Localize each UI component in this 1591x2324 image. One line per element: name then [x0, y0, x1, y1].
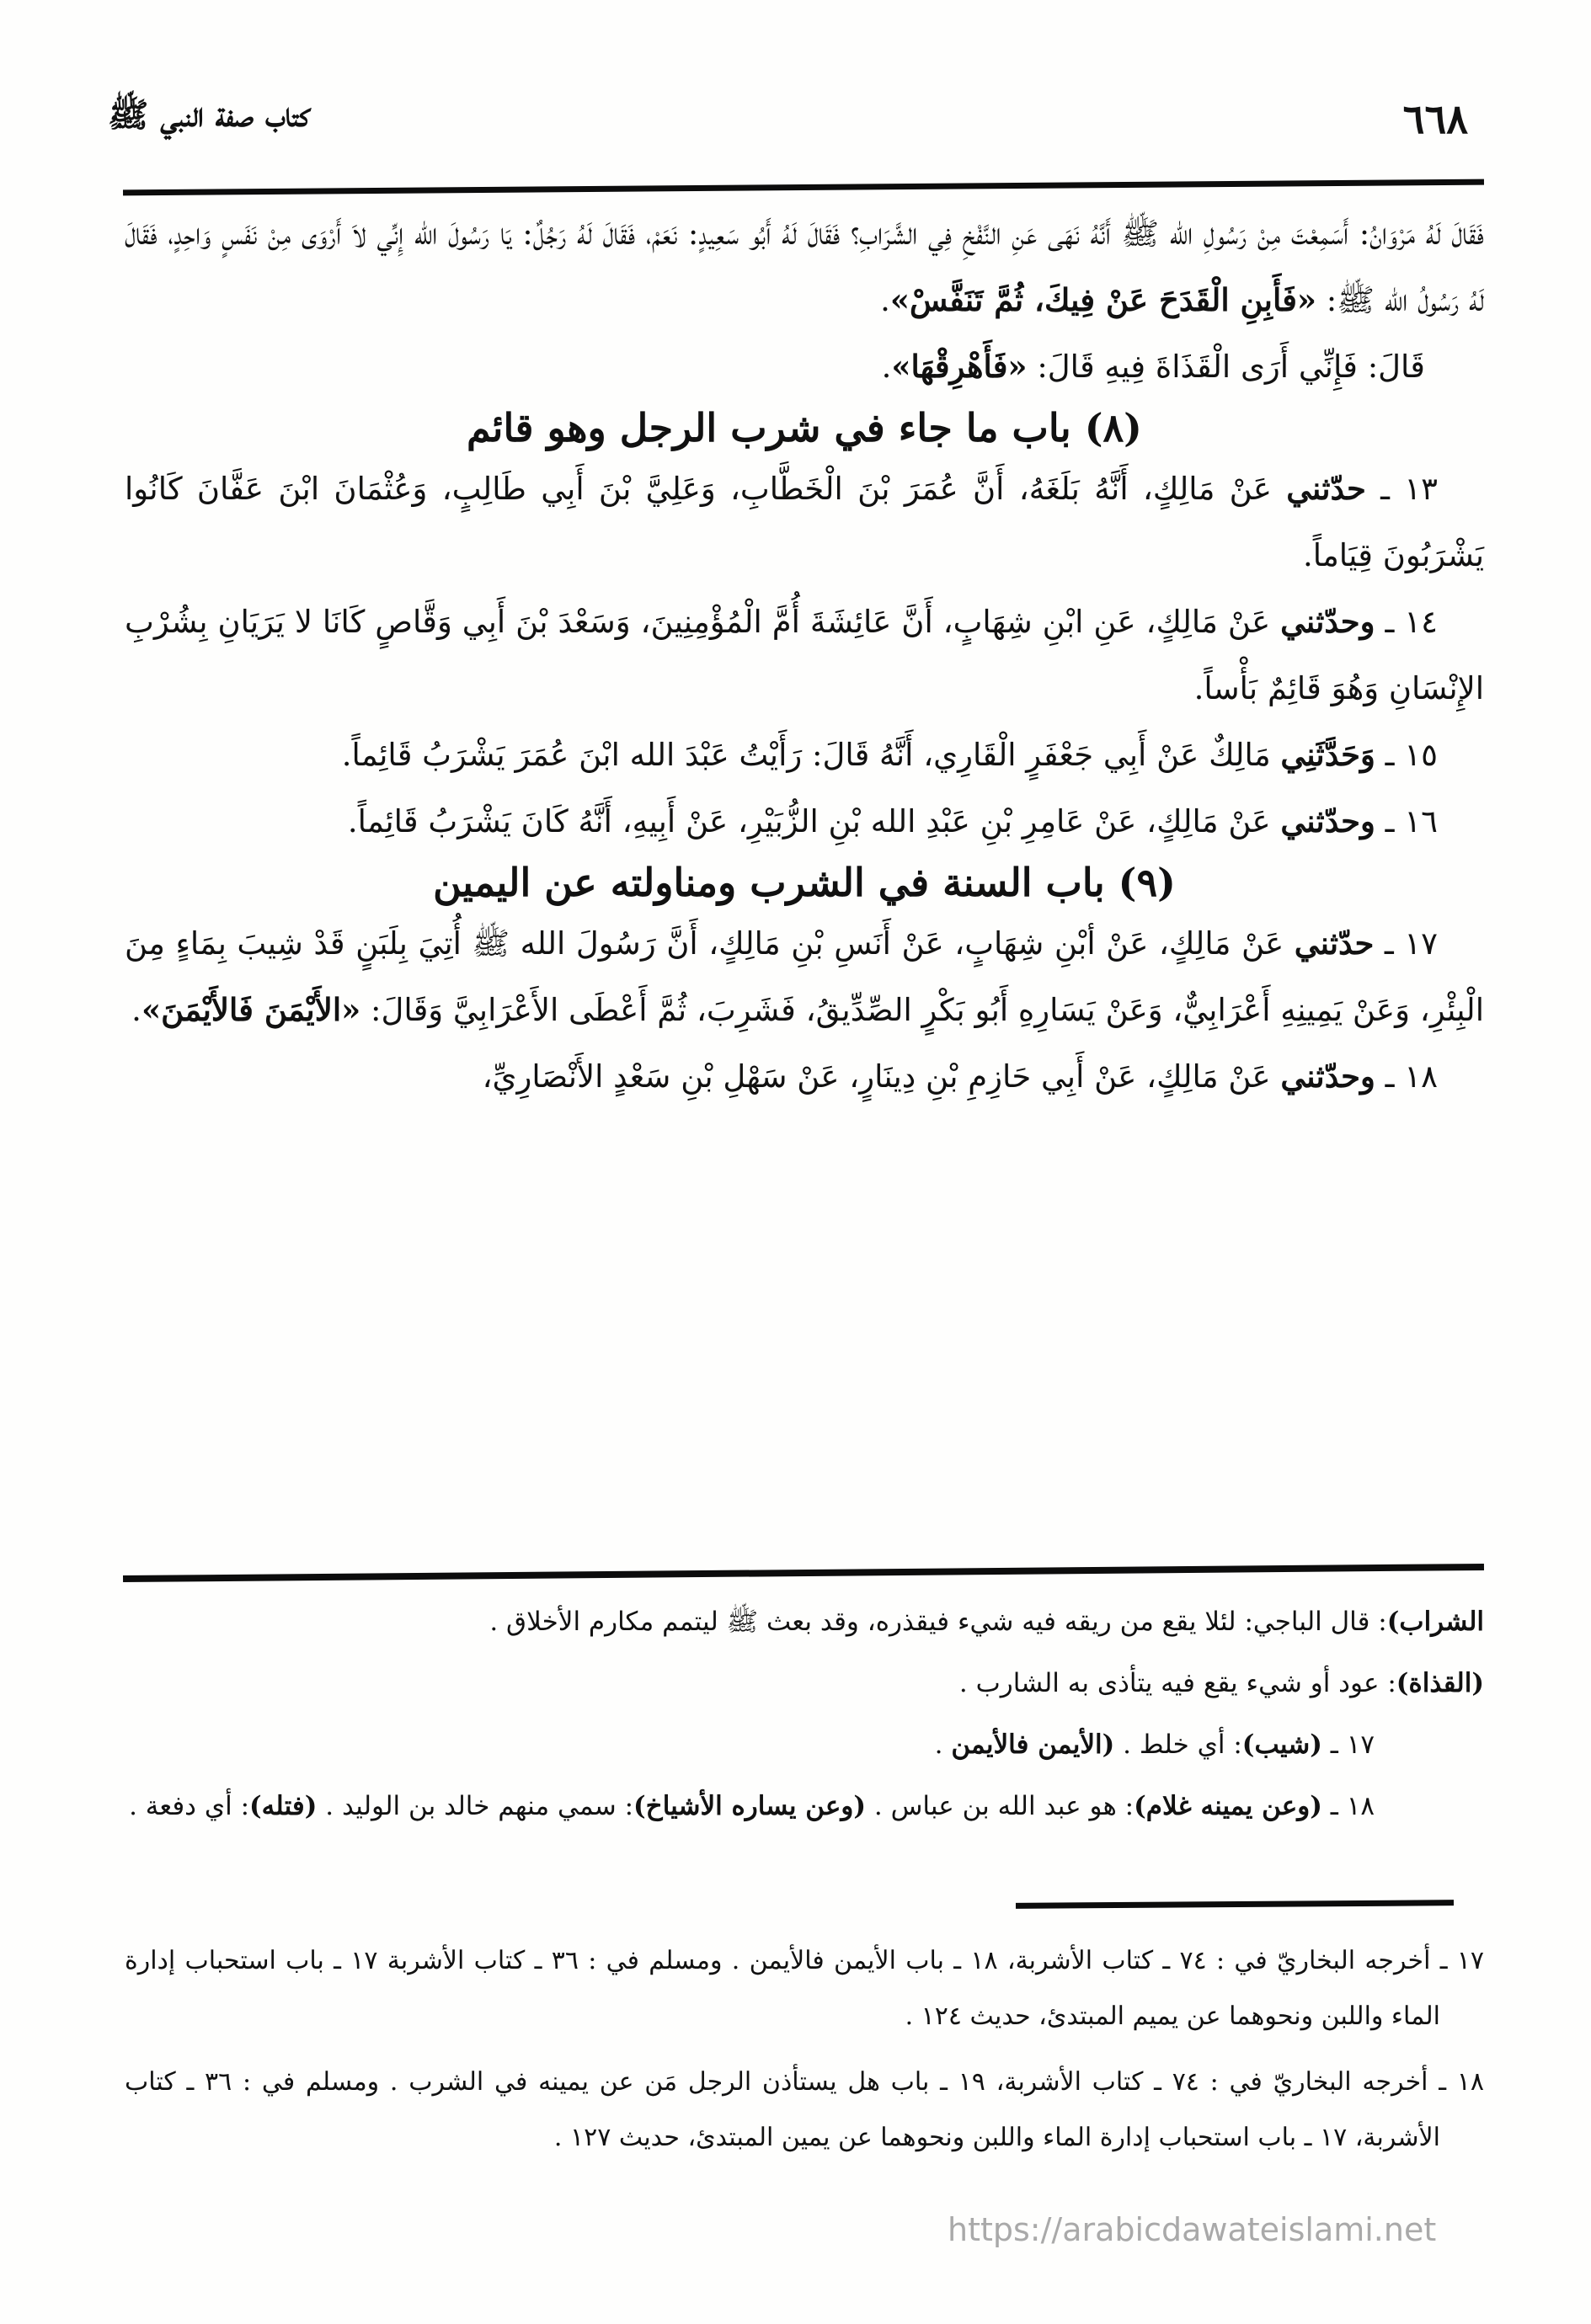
book-title: كتاب صفة النبي ﷺ	[108, 95, 310, 135]
hadith-15: ١٥ ـ وَحَدَّثَنِي مَالِكٌ عَنْ أَبِي جَعْفَرٍ الْقَارِي، أَنَّهُ قَالَ: رَأَيْتُ عَبْدَ الله ابْنَ عُمَرَ يَشْرَبُ قَائِماً.	[341, 736, 1438, 773]
hadith-13: ١٣ ـ حدّثني عَنْ مَالِكٍ، أَنَّهُ بَلَغَهُ، أَنَّ عُمَرَ بْنَ الْخَطَّابِ، وَعَلِيَّ بْنَ أَبِي طَالِبٍ، وَعُثْمَانَ ابْنَ عَفَّانَ كَانُوا يَشْرَبُونَ قِيَاماً.	[125, 470, 1484, 573]
hadith-16: ١٦ ـ وحدّثني عَنْ مَالِكٍ، عَنْ عَامِرِ بْنِ عَبْدِ الله بْنِ الزُّبَيْرِ، عَنْ أَبِيهِ، أَنَّهُ كَانَ يَشْرَبُ قَائِماً.	[347, 802, 1438, 840]
hadith-14: ١٤ ـ وحدّثني عَنْ مَالِكٍ، عَنِ ابْنِ شِهَابٍ، أَنَّ عَائِشَةَ أُمَّ الْمُؤْمِنِينَ، وَسَعْدَ بْنَ أَبِي وَقَّاصٍ كَانَا لا يَرَيَانِ بِشُرْبِ الإِنْسَانِ وَهُوَ قَائِمٌ بَأْساً.	[125, 603, 1484, 706]
footnote-divider	[123, 1564, 1484, 1582]
page-header	[108, 94, 1468, 143]
takhrij-block	[125, 1933, 1484, 2176]
footnote-sharab: الشراب): قال الباجي: لئلا يقع من ريقه فيه شيء فيقذره، وقد بعث ﷺ ليتمم مكارم الأخلاق .	[489, 1607, 1484, 1637]
footnote-18: ١٨ ـ (وعن يمينه غلام): هو عبد الله بن عباس . (وعن يساره الأشياخ): سمي منهم خالد بن الوليد . (فتله): أي دفعة .	[129, 1791, 1375, 1821]
footnote-17: ١٧ ـ (شيب): أي خلط . (الأيمن فالأيمن .	[934, 1730, 1375, 1760]
footnote-qadhah: (القذاة): عود أو شيء يقع فيه يتأذى به الشارب .	[958, 1668, 1484, 1698]
takhrij-divider	[1016, 1900, 1454, 1909]
paragraph-continuation: فَقَالَ لَهُ مَرْوَانُ: أَسَمِعْتَ مِنْ رَسُولِ الله ﷺ أَنَّهُ نَهَى عَنِ النَّفْخِ فِي الشَّرَابِ؟ فَقَالَ لَهُ أَبُو سَعِيدٍ: نَعَمْ، فَقَالَ لَهُ رَجُلٌ: يَا رَسُولَ الله إِنِّي لاَ أَرْوَى مِنْ نَفَسٍ وَاحِدٍ، فَقَالَ لَهُ رَسُولُ الله ﷺ: «فَأَبِنِ الْقَدَحَ عَنْ فِيكَ، ثُمَّ تَنَفَّسْ».	[125, 216, 1484, 318]
header-rule	[123, 179, 1484, 196]
chapter-9-heading: (٩) باب السنة في الشرب ومناولته عن اليمين	[433, 860, 1176, 905]
watermark-url: https://arabicdawateislami.net	[948, 2211, 1437, 2248]
takhrij-17: ١٧ ـ أخرجه البخاريّ في : ٧٤ ـ كتاب الأشربة، ١٨ ـ باب الأيمن فالأيمن . ومسلم في : ٣٦ ـ كتاب الأشربة ١٧ ـ باب استحباب إدارة الماء واللبن ونحوهما عن يميم المبتدئ، حديث ١٢٤ .	[125, 1946, 1484, 2031]
paragraph-qala: قَالَ: فَإِنِّي أَرَى الْقَذَاةَ فِيهِ قَالَ: «فَأَهْرِقْهَا».	[881, 348, 1425, 385]
main-text	[125, 200, 1484, 1110]
page-number: ٦٦٨	[1402, 96, 1468, 143]
chapter-8-heading: (٨) باب ما جاء في شرب الرجل وهو قائم	[467, 405, 1142, 450]
footnotes-block	[125, 1591, 1484, 1837]
takhrij-18: ١٨ ـ أخرجه البخاريّ في : ٧٤ ـ كتاب الأشربة، ١٩ ـ باب هل يستأذن الرجل مَن عن يمينه في الشرب . ومسلم في : ٣٦ ـ كتاب الأشربة، ١٧ ـ باب استحباب إدارة الماء واللبن ونحوهما عن يمين المبتدئ، حديث ١٢٧ .	[125, 2067, 1484, 2152]
hadith-18: ١٨ ـ وحدّثني عَنْ مَالِكٍ، عَنْ أَبِي حَازِمِ بْنِ دِينَارٍ، عَنْ سَهْلِ بْنِ سَعْدٍ الأَنْصَارِيِّ،	[482, 1058, 1438, 1095]
hadith-17: ١٧ ـ حدّثني عَنْ مَالِكٍ، عَنْ أبْنِ شِهَابٍ، عَنْ أَنَسِ بْنِ مَالِكٍ، أَنَّ رَسُولَ الله ﷺ أُتِيَ بِلَبَنٍ قَدْ شِيبَ بِمَاءٍ مِنَ الْبِئْرِ، وَعَنْ يَمِينِهِ أَعْرَابِيٌّ، وَعَنْ يَسَارِهِ أَبُو بَكْرٍ الصِّدِّيقُ، فَشَرِبَ، ثُمَّ أَعْطَى الأَعْرَابِيَّ وَقَالَ: «الأَيْمَنَ فَالأَيْمَنَ».	[125, 925, 1484, 1028]
